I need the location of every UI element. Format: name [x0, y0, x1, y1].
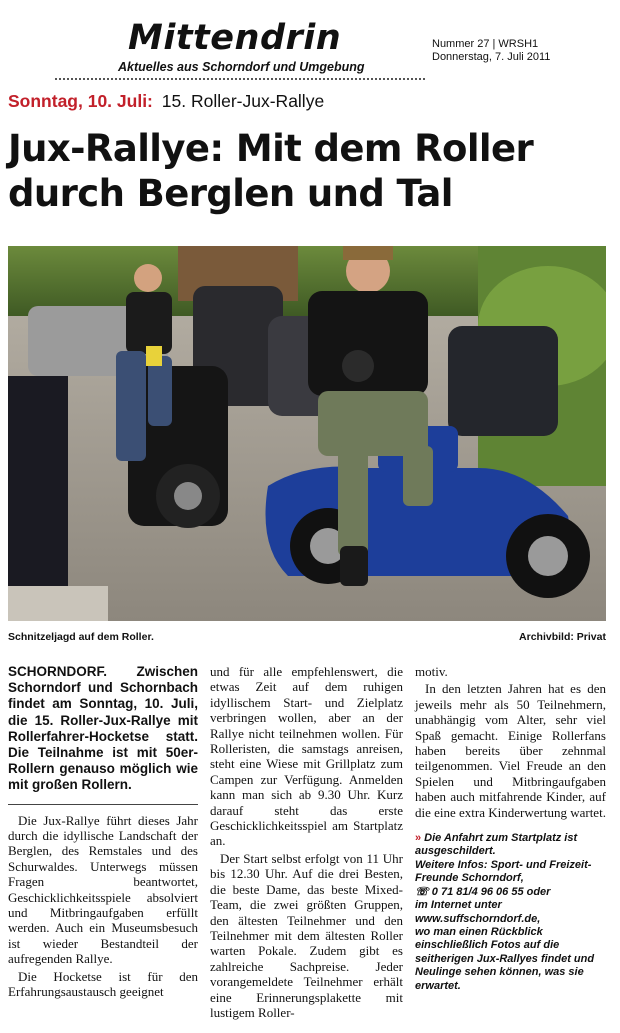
issue-number: Nummer 27 | WRSH1 — [432, 38, 539, 50]
article-photo — [8, 246, 606, 621]
lead-divider — [8, 804, 198, 805]
info-box — [415, 832, 606, 993]
kicker-topic: 15. Roller-Jux-Rallye — [161, 91, 325, 111]
paragraph: In den letzten Jahren hat es den jeweils mehr als 50 Teilnehmern, unabhängig vom Alter, sehr viel Spaß gemacht. Einige Rollerfans haben bereits über zehnmal teilgenommen. Viel Freude an den Spielen und Mitbringaufgaben haben auch mitfahrende Kinder, auf die eine extra Kinderwertung wartet. — [415, 681, 606, 820]
scooter-riders-illustration — [8, 246, 606, 621]
masthead — [0, 0, 620, 80]
headline-line-2: durch Berglen und Tal — [8, 172, 453, 215]
headline-line-1: Jux-Rallye: Mit dem Roller — [8, 127, 534, 170]
paragraph: und für alle empfehlenswert, die etwas Zeit auf dem ruhigen idyllischem Start- und Zielplatz verbringen wollen, aber an der Rallye nicht teilnehmen wollen. Für Rolleristen, die samstags anreisen, steht eine Wiese mit Grillplatz zum Campen zur Verfügung. Anmelden kann man sich ab 9.30 Uhr. Kurz darauf steht das erste Geschicklichkeitsspiel am Startplatz an. — [210, 664, 403, 849]
article-body — [8, 664, 606, 1029]
article-lead — [8, 664, 198, 794]
double-chevron-icon: » — [415, 832, 422, 845]
dateline: SCHORNDORF. — [8, 664, 108, 679]
paragraph: Der Start selbst erfolgt von 11 Uhr bis 12.30 Uhr. Auf die drei Besten, die beste Dame, das beste Mixed-Team, die zwei größten Gruppen, den ältesten Teilnehmer und den Teilnehmer mit dem ältesten Roller warten Pokale. Zudem gibt es zahlreiche Sachpreise. Jeder vorangemeldete Teilnehmer erhält eine Erinnerungsplakette mit lustigem Roller- — [210, 850, 403, 1020]
article-kicker — [8, 90, 324, 112]
article-column-3 — [415, 664, 606, 993]
issue-info — [432, 38, 550, 64]
newspaper-subtitle: Aktuelles aus Schorndorf und Umgebung — [118, 60, 365, 74]
photo-caption: Schnitzeljagd auf dem Roller. — [8, 631, 154, 643]
headline — [8, 126, 613, 216]
paragraph: Die Jux-Rallye führt dieses Jahr durch die idyllische Landschaft der Berglen, des Remstales und des Schurwaldes. Unterwegs müssen Fragen beantwortet, Geschicklichkeitsspiele absolviert und Mitbringaufgaben erfüllt werden. Auch ein Museumsbesuch ist wieder Bestandteil der aufregenden Rallye. — [8, 812, 198, 967]
kicker-date: Sonntag, 10. Juli: — [8, 91, 153, 111]
photo-credit: Archivbild: Privat — [519, 631, 606, 643]
info-internet: im Internet unter — [415, 899, 502, 912]
info-review: wo man einen Rückblick einschließlich Fotos auf die seitherigen Jux-Rallyes findet und Neulinge sehen können, was sie erwartet. — [415, 925, 595, 992]
paragraph: Die Hocketse ist für den Erfahrungsaustausch geeignet — [8, 968, 198, 1000]
info-url[interactable]: www.suffschorndorf.de, — [415, 912, 541, 925]
article-column-2 — [210, 664, 403, 1022]
lead-text: Zwischen Schorndorf und Schornbach findet am Sonntag, 10. Juli, die 15. Roller-Jux-Rallye mit Rollerfahrer-Hocketse statt. Die Teilnahme ist mit 50er-Rollern genauso möglich wie mit großen Rollern. — [8, 664, 198, 793]
info-directions: Die Anfahrt zum Startplatz ist ausgeschildert. — [415, 832, 578, 858]
info-contact: Weitere Infos: Sport- und Freizeit-Freunde Schorndorf, — [415, 858, 592, 885]
dotted-divider — [55, 78, 425, 80]
info-phone: ☏ 0 71 81/4 96 06 55 oder — [415, 885, 551, 898]
paragraph: motiv. — [415, 664, 448, 679]
issue-date: Donnerstag, 7. Juli 2011 — [432, 51, 551, 63]
newspaper-title: Mittendrin — [128, 18, 342, 58]
article-column-1 — [8, 664, 198, 1002]
